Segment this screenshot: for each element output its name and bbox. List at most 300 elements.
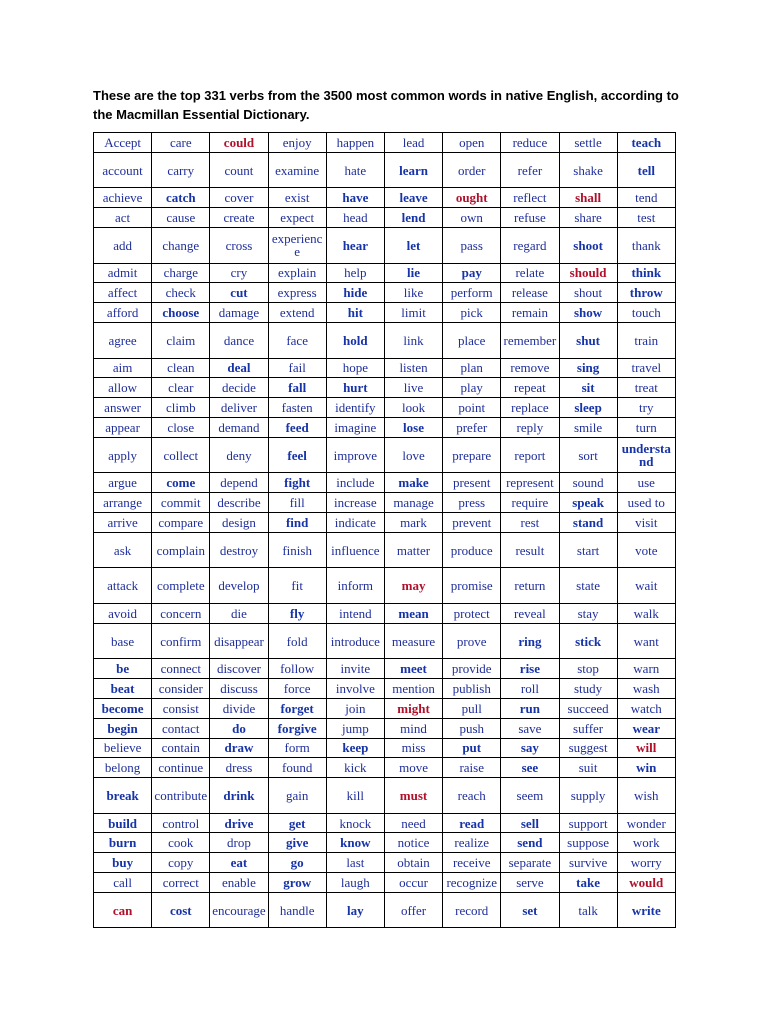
table-row: [94, 378, 676, 398]
verb-cell: drive: [210, 813, 268, 833]
verb-cell: sound: [559, 473, 617, 493]
verb-cell: visit: [617, 512, 675, 532]
verb-cell: fly: [268, 603, 326, 623]
verb-cell: require: [501, 493, 559, 513]
verb-cell: reply: [501, 417, 559, 437]
verb-cell: may: [384, 568, 442, 604]
verb-cell: succeed: [559, 698, 617, 718]
verb-cell: sit: [559, 378, 617, 398]
verb-cell: supply: [559, 778, 617, 814]
verb-cell: charge: [152, 263, 210, 283]
table-row: [94, 493, 676, 513]
verb-cell: record: [443, 892, 501, 928]
verb-cell: Accept: [94, 133, 152, 153]
verb-cell: reveal: [501, 603, 559, 623]
verb-cell: change: [152, 227, 210, 263]
table-row: [94, 188, 676, 208]
verb-cell: concern: [152, 603, 210, 623]
verb-cell: fight: [268, 473, 326, 493]
verb-cell: point: [443, 398, 501, 418]
verb-cell: own: [443, 208, 501, 228]
verb-cell: speak: [559, 493, 617, 513]
verb-cell: suppose: [559, 833, 617, 853]
verb-cell: train: [617, 322, 675, 358]
verb-cell: manage: [384, 493, 442, 513]
verb-cell: found: [268, 758, 326, 778]
verb-cell: express: [268, 283, 326, 303]
verb-cell: sing: [559, 358, 617, 378]
verb-cell: indicate: [326, 512, 384, 532]
verb-cell: run: [501, 698, 559, 718]
table-row: [94, 659, 676, 679]
verb-cell: represent: [501, 473, 559, 493]
verb-cell: compare: [152, 512, 210, 532]
table-row: [94, 208, 676, 228]
verb-cell: finish: [268, 532, 326, 568]
verb-cell: show: [559, 303, 617, 323]
verb-cell: pass: [443, 227, 501, 263]
verb-cell: let: [384, 227, 442, 263]
verb-cell: look: [384, 398, 442, 418]
verb-cell: stay: [559, 603, 617, 623]
table-row: [94, 738, 676, 758]
verb-cell: sell: [501, 813, 559, 833]
verb-cell: fit: [268, 568, 326, 604]
verb-cell: help: [326, 263, 384, 283]
verb-cell: cause: [152, 208, 210, 228]
verb-cell: argue: [94, 473, 152, 493]
verb-cell: correct: [152, 873, 210, 893]
verb-cell: imagine: [326, 417, 384, 437]
verb-cell: will: [617, 738, 675, 758]
verb-cell: might: [384, 698, 442, 718]
verb-cell: check: [152, 283, 210, 303]
table-row: [94, 603, 676, 623]
verb-cell: promise: [443, 568, 501, 604]
table-row: [94, 833, 676, 853]
verb-cell: say: [501, 738, 559, 758]
verb-cell: deny: [210, 437, 268, 473]
verb-cell: feed: [268, 417, 326, 437]
verb-cell: catch: [152, 188, 210, 208]
verb-cell: should: [559, 263, 617, 283]
verb-cell: die: [210, 603, 268, 623]
verb-cell: fall: [268, 378, 326, 398]
verb-cell: replace: [501, 398, 559, 418]
verb-cell: pay: [443, 263, 501, 283]
verb-cell: encourage: [210, 892, 268, 928]
verb-cell: matter: [384, 532, 442, 568]
verb-cell: exist: [268, 188, 326, 208]
verb-cell: thank: [617, 227, 675, 263]
table-row: [94, 718, 676, 738]
verb-cell: deliver: [210, 398, 268, 418]
verb-cell: wear: [617, 718, 675, 738]
verb-cell: connect: [152, 659, 210, 679]
verb-cell: handle: [268, 892, 326, 928]
verb-cell: prefer: [443, 417, 501, 437]
table-row: [94, 152, 676, 188]
verb-cell: shall: [559, 188, 617, 208]
verb-cell: expect: [268, 208, 326, 228]
verb-cell: limit: [384, 303, 442, 323]
verb-cell: stop: [559, 659, 617, 679]
verb-cell: live: [384, 378, 442, 398]
verb-cell: intend: [326, 603, 384, 623]
verb-cell: press: [443, 493, 501, 513]
verb-cell: offer: [384, 892, 442, 928]
verb-cell: wait: [617, 568, 675, 604]
verb-cell: turn: [617, 417, 675, 437]
verb-cell: consider: [152, 679, 210, 699]
verb-cell: smile: [559, 417, 617, 437]
verb-cell: contact: [152, 718, 210, 738]
verb-cell: develop: [210, 568, 268, 604]
table-row: [94, 283, 676, 303]
verb-cell: burn: [94, 833, 152, 853]
verb-cell: have: [326, 188, 384, 208]
verb-cell: improve: [326, 437, 384, 473]
verb-cell: link: [384, 322, 442, 358]
verb-cell: forgive: [268, 718, 326, 738]
verb-cell: base: [94, 623, 152, 659]
verb-cell: fill: [268, 493, 326, 513]
verb-cell: feel: [268, 437, 326, 473]
verb-cell: clear: [152, 378, 210, 398]
verb-cell: teach: [617, 133, 675, 153]
verb-cell: ask: [94, 532, 152, 568]
verb-cell: cut: [210, 283, 268, 303]
table-row: [94, 892, 676, 928]
verb-cell: arrive: [94, 512, 152, 532]
verb-cell: study: [559, 679, 617, 699]
verb-cell: stand: [559, 512, 617, 532]
verb-cell: go: [268, 853, 326, 873]
table-row: [94, 698, 676, 718]
verb-cell: mean: [384, 603, 442, 623]
verb-cell: set: [501, 892, 559, 928]
verb-cell: treat: [617, 378, 675, 398]
verb-cell: enjoy: [268, 133, 326, 153]
verb-cell: aim: [94, 358, 152, 378]
verb-cell: cook: [152, 833, 210, 853]
verb-cell: drink: [210, 778, 268, 814]
verb-cell: damage: [210, 303, 268, 323]
verb-cell: hear: [326, 227, 384, 263]
verb-cell: protect: [443, 603, 501, 623]
verb-cell: head: [326, 208, 384, 228]
verb-cell: reach: [443, 778, 501, 814]
verb-cell: influence: [326, 532, 384, 568]
verb-cell: inform: [326, 568, 384, 604]
verb-cell: increase: [326, 493, 384, 513]
verb-cell: explain: [268, 263, 326, 283]
verb-cell: reduce: [501, 133, 559, 153]
verb-cell: wish: [617, 778, 675, 814]
verb-cell: plan: [443, 358, 501, 378]
verb-cell: receive: [443, 853, 501, 873]
table-row: [94, 263, 676, 283]
verb-cell: follow: [268, 659, 326, 679]
verb-cell: achieve: [94, 188, 152, 208]
verb-cell: disappear: [210, 623, 268, 659]
verb-cell: affect: [94, 283, 152, 303]
verb-cell: jump: [326, 718, 384, 738]
verb-cell: shake: [559, 152, 617, 188]
verb-cell: beat: [94, 679, 152, 699]
verb-cell: design: [210, 512, 268, 532]
verb-cell: last: [326, 853, 384, 873]
verb-cell: refuse: [501, 208, 559, 228]
verb-cell: could: [210, 133, 268, 153]
verb-cell: learn: [384, 152, 442, 188]
verb-cell: love: [384, 437, 442, 473]
verb-cell: occur: [384, 873, 442, 893]
verb-cell: shoot: [559, 227, 617, 263]
verb-cell: choose: [152, 303, 210, 323]
table-row: [94, 778, 676, 814]
verb-cell: describe: [210, 493, 268, 513]
verb-cell: form: [268, 738, 326, 758]
table-row: [94, 873, 676, 893]
verb-cell: identify: [326, 398, 384, 418]
table-row: [94, 133, 676, 153]
verb-cell: report: [501, 437, 559, 473]
verb-cell: send: [501, 833, 559, 853]
verb-cell: walk: [617, 603, 675, 623]
verb-cell: share: [559, 208, 617, 228]
verb-cell: stick: [559, 623, 617, 659]
verb-cell: sort: [559, 437, 617, 473]
verb-cell: would: [617, 873, 675, 893]
verb-cell: be: [94, 659, 152, 679]
verb-cell: extend: [268, 303, 326, 323]
verb-cell: see: [501, 758, 559, 778]
verb-cell: mark: [384, 512, 442, 532]
verb-cell: laugh: [326, 873, 384, 893]
verb-cell: drop: [210, 833, 268, 853]
verb-cell: separate: [501, 853, 559, 873]
verb-cell: present: [443, 473, 501, 493]
verb-cell: deal: [210, 358, 268, 378]
verb-cell: listen: [384, 358, 442, 378]
verb-cell: touch: [617, 303, 675, 323]
verb-cell: contribute: [152, 778, 210, 814]
verb-cell: tell: [617, 152, 675, 188]
verb-cell: use: [617, 473, 675, 493]
table-row: [94, 623, 676, 659]
verb-cell: start: [559, 532, 617, 568]
verb-cell: forget: [268, 698, 326, 718]
verb-cell: support: [559, 813, 617, 833]
verb-cell: push: [443, 718, 501, 738]
verb-cell: pick: [443, 303, 501, 323]
verb-cell: wonder: [617, 813, 675, 833]
verb-cell: divide: [210, 698, 268, 718]
verb-cell: like: [384, 283, 442, 303]
table-row: [94, 532, 676, 568]
intro-text: These are the top 331 verbs from the 3500 most common words in native English, according to the Macmillan Essential Dictionary.: [93, 88, 679, 122]
verb-cell: fold: [268, 623, 326, 659]
verb-cell: realize: [443, 833, 501, 853]
verb-cell: vote: [617, 532, 675, 568]
verb-cell: serve: [501, 873, 559, 893]
verb-cell: examine: [268, 152, 326, 188]
verb-cell: hurt: [326, 378, 384, 398]
verb-cell: make: [384, 473, 442, 493]
verb-cell: admit: [94, 263, 152, 283]
verb-cell: shout: [559, 283, 617, 303]
verb-cell: repeat: [501, 378, 559, 398]
verb-cell: need: [384, 813, 442, 833]
verb-cell: must: [384, 778, 442, 814]
verb-cell: claim: [152, 322, 210, 358]
verb-table: [93, 132, 676, 928]
verb-cell: do: [210, 718, 268, 738]
verb-cell: refer: [501, 152, 559, 188]
verb-cell: cry: [210, 263, 268, 283]
verb-cell: rest: [501, 512, 559, 532]
verb-cell: cover: [210, 188, 268, 208]
verb-cell: dance: [210, 322, 268, 358]
verb-cell: hide: [326, 283, 384, 303]
table-row: [94, 303, 676, 323]
verb-cell: decide: [210, 378, 268, 398]
verb-cell: suit: [559, 758, 617, 778]
verb-cell: play: [443, 378, 501, 398]
verb-cell: care: [152, 133, 210, 153]
verb-cell: build: [94, 813, 152, 833]
verb-cell: work: [617, 833, 675, 853]
verb-cell: release: [501, 283, 559, 303]
verb-cell: complete: [152, 568, 210, 604]
verb-cell: kick: [326, 758, 384, 778]
verb-cell: talk: [559, 892, 617, 928]
verb-cell: discuss: [210, 679, 268, 699]
verb-cell: recognize: [443, 873, 501, 893]
verb-cell: provide: [443, 659, 501, 679]
verb-cell: return: [501, 568, 559, 604]
verb-cell: climb: [152, 398, 210, 418]
verb-cell: sleep: [559, 398, 617, 418]
verb-cell: know: [326, 833, 384, 853]
verb-cell: test: [617, 208, 675, 228]
verb-cell: relate: [501, 263, 559, 283]
verb-cell: roll: [501, 679, 559, 699]
table-row: [94, 322, 676, 358]
verb-cell: try: [617, 398, 675, 418]
verb-cell: hope: [326, 358, 384, 378]
verb-cell: belong: [94, 758, 152, 778]
verb-cell: prevent: [443, 512, 501, 532]
verb-cell: join: [326, 698, 384, 718]
verb-cell: travel: [617, 358, 675, 378]
verb-cell: kill: [326, 778, 384, 814]
verb-cell: commit: [152, 493, 210, 513]
verb-cell: want: [617, 623, 675, 659]
verb-cell: lose: [384, 417, 442, 437]
verb-cell: throw: [617, 283, 675, 303]
verb-cell: rise: [501, 659, 559, 679]
table-row: [94, 853, 676, 873]
verb-cell: introduce: [326, 623, 384, 659]
verb-cell: read: [443, 813, 501, 833]
table-row: [94, 679, 676, 699]
verb-cell: miss: [384, 738, 442, 758]
verb-cell: win: [617, 758, 675, 778]
verb-cell: hate: [326, 152, 384, 188]
verb-cell: allow: [94, 378, 152, 398]
table-row: [94, 358, 676, 378]
verb-cell: come: [152, 473, 210, 493]
verb-cell: control: [152, 813, 210, 833]
verb-cell: answer: [94, 398, 152, 418]
verb-cell: attack: [94, 568, 152, 604]
verb-cell: prepare: [443, 437, 501, 473]
verb-cell: demand: [210, 417, 268, 437]
verb-cell: publish: [443, 679, 501, 699]
verb-cell: face: [268, 322, 326, 358]
verb-cell: experience: [268, 227, 326, 263]
verb-cell: warn: [617, 659, 675, 679]
table-row: [94, 813, 676, 833]
verb-cell: move: [384, 758, 442, 778]
verb-cell: remember: [501, 322, 559, 358]
verb-cell: hit: [326, 303, 384, 323]
verb-cell: lend: [384, 208, 442, 228]
verb-cell: state: [559, 568, 617, 604]
verb-cell: remain: [501, 303, 559, 323]
verb-cell: notice: [384, 833, 442, 853]
verb-cell: cross: [210, 227, 268, 263]
verb-cell: put: [443, 738, 501, 758]
verb-cell: avoid: [94, 603, 152, 623]
verb-cell: think: [617, 263, 675, 283]
verb-cell: get: [268, 813, 326, 833]
verb-cell: continue: [152, 758, 210, 778]
verb-cell: appear: [94, 417, 152, 437]
verb-cell: pull: [443, 698, 501, 718]
verb-cell: draw: [210, 738, 268, 758]
verb-cell: force: [268, 679, 326, 699]
verb-cell: lie: [384, 263, 442, 283]
verb-cell: destroy: [210, 532, 268, 568]
verb-cell: fail: [268, 358, 326, 378]
verb-cell: gain: [268, 778, 326, 814]
verb-cell: grow: [268, 873, 326, 893]
verb-cell: lead: [384, 133, 442, 153]
verb-cell: reflect: [501, 188, 559, 208]
verb-cell: eat: [210, 853, 268, 873]
verb-cell: invite: [326, 659, 384, 679]
table-row: [94, 473, 676, 493]
verb-cell: suggest: [559, 738, 617, 758]
verb-cell: dress: [210, 758, 268, 778]
verb-cell: complain: [152, 532, 210, 568]
verb-cell: account: [94, 152, 152, 188]
verb-cell: carry: [152, 152, 210, 188]
table-row: [94, 227, 676, 263]
verb-cell: fasten: [268, 398, 326, 418]
verb-cell: can: [94, 892, 152, 928]
verb-cell: involve: [326, 679, 384, 699]
verb-cell: save: [501, 718, 559, 738]
verb-cell: depend: [210, 473, 268, 493]
verb-cell: tend: [617, 188, 675, 208]
table-row: [94, 417, 676, 437]
verb-cell: believe: [94, 738, 152, 758]
verb-cell: understand: [617, 437, 675, 473]
